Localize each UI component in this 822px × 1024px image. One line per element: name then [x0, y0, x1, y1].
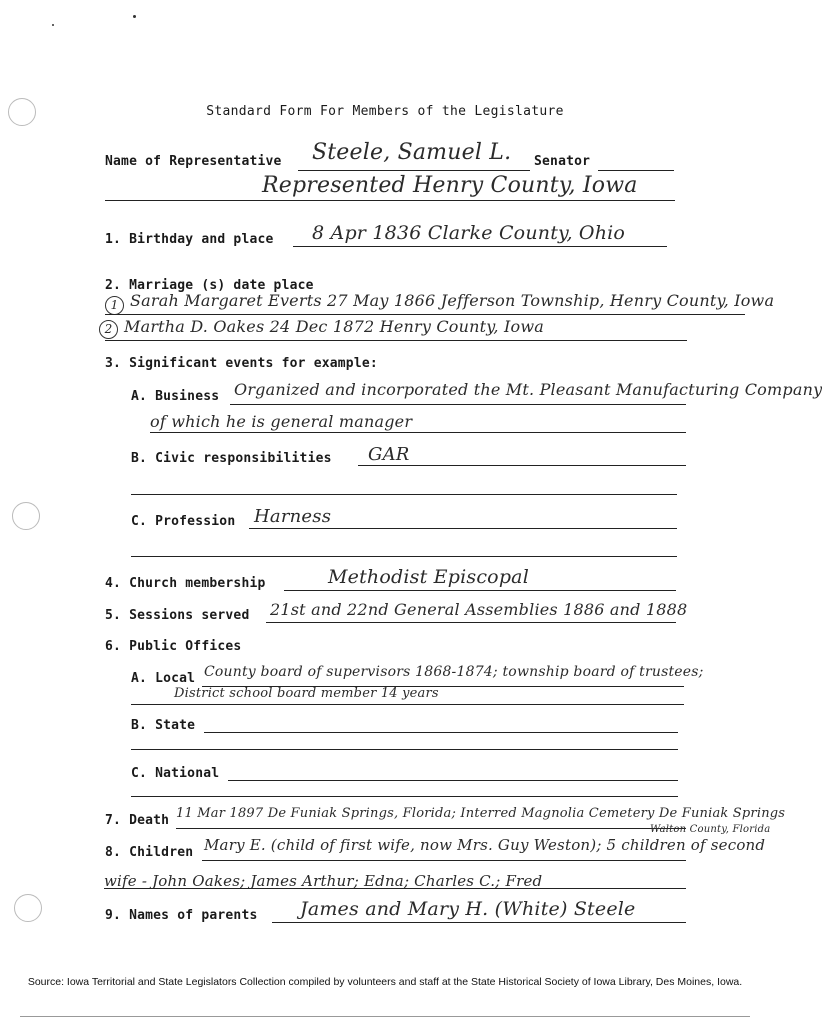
children-line-2 — [104, 888, 686, 889]
profession-line — [249, 528, 677, 529]
sessions-value: 21st and 22nd General Assemblies 1886 and 1888 — [270, 600, 688, 619]
represented-county: Represented Henry County, Iowa — [262, 173, 638, 198]
death-label: 7. Death — [105, 813, 170, 828]
church-line — [284, 590, 676, 591]
civic-value: GAR — [368, 444, 410, 465]
civic-line — [358, 465, 686, 466]
death-note: Walton County, Florida — [650, 824, 771, 835]
local-line-2 — [131, 704, 684, 705]
church-label: 4. Church membership — [105, 576, 266, 591]
form-title: Standard Form For Members of the Legislature — [206, 104, 564, 119]
local-value-2: District school board member 14 years — [174, 686, 439, 701]
state-label: B. State — [131, 718, 196, 733]
name-line — [298, 170, 530, 171]
profession-line-2 — [131, 556, 677, 557]
local-value-1: County board of supervisors 1868-1874; township board of trustees; — [204, 664, 704, 680]
represented-line — [105, 200, 675, 201]
state-line-2 — [131, 749, 678, 750]
name-label: Name of Representative — [105, 154, 282, 169]
civic-label: B. Civic responsibilities — [131, 451, 332, 466]
local-label: A. Local — [131, 671, 196, 686]
profession-label: C. Profession — [131, 514, 236, 529]
speck — [133, 15, 136, 18]
sessions-label: 5. Sessions served — [105, 608, 250, 623]
punch-hole-bottom — [14, 894, 42, 922]
death-value: 11 Mar 1897 De Funiak Springs, Florida; Interred Magnolia Cemetery De Funiak Springs — [176, 806, 786, 821]
business-label: A. Business — [131, 389, 220, 404]
marriage1-number: 1 — [105, 296, 124, 315]
marriage1-line — [105, 314, 745, 315]
birth-value: 8 Apr 1836 Clarke County, Ohio — [312, 222, 626, 244]
events-label: 3. Significant events for example: — [105, 356, 378, 371]
business-value-2: of which he is general manager — [150, 412, 413, 431]
children-value-1: Mary E. (child of first wife, now Mrs. Guy Weston); 5 children of second — [204, 836, 766, 854]
marriage-label: 2. Marriage (s) date place — [105, 278, 314, 293]
bottom-divider — [20, 1016, 750, 1017]
national-label: C. National — [131, 766, 220, 781]
state-line — [204, 732, 678, 733]
senator-line — [598, 170, 674, 171]
marriage2-value: Martha D. Oakes 24 Dec 1872 Henry County, Iowa — [124, 317, 544, 336]
birth-label: 1. Birthday and place — [105, 232, 274, 247]
death-line — [176, 828, 686, 829]
birth-line — [293, 246, 667, 247]
marriage2-line — [105, 340, 687, 341]
representative-name: Steele, Samuel L. — [312, 140, 512, 165]
punch-hole-middle — [12, 502, 40, 530]
business-line-2 — [150, 432, 686, 433]
parents-line — [272, 922, 686, 923]
senator-label: Senator — [534, 154, 591, 169]
business-line-1 — [230, 404, 686, 405]
marriage1-value: Sarah Margaret Everts 27 May 1866 Jefferson Township, Henry County, Iowa — [130, 291, 775, 310]
parents-label: 9. Names of parents — [105, 908, 258, 923]
sessions-line — [266, 622, 676, 623]
parents-value: James and Mary H. (White) Steele — [300, 898, 636, 920]
profession-value: Harness — [254, 506, 332, 527]
business-value-1: Organized and incorporated the Mt. Pleasant Manufacturing Company — [234, 380, 822, 399]
civic-line-2 — [131, 494, 677, 495]
source-citation: Source: Iowa Territorial and State Legislators Collection compiled by volunteers and staff at the State Historical Society of Iowa Library, Des Moines, Iowa. — [27, 976, 743, 988]
marriage2-number: 2 — [99, 320, 118, 339]
national-line-2 — [131, 796, 678, 797]
children-line — [202, 860, 686, 861]
offices-label: 6. Public Offices — [105, 639, 242, 654]
national-line — [228, 780, 678, 781]
children-value-2: wife - John Oakes; James Arthur; Edna; Charles C.; Fred — [104, 872, 543, 890]
speck — [52, 24, 54, 26]
children-label: 8. Children — [105, 845, 194, 860]
church-value: Methodist Episcopal — [328, 566, 529, 588]
